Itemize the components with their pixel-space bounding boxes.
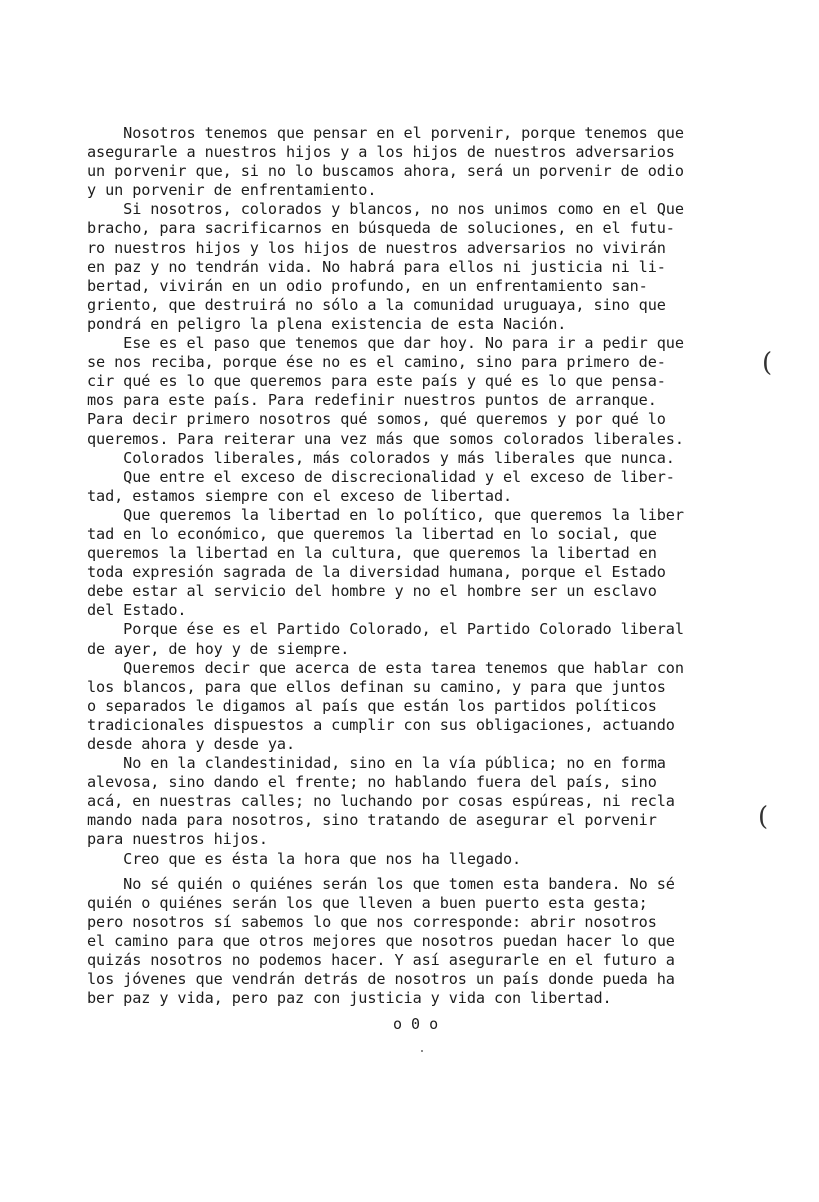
text-line: cir qué es lo que queremos para este país y qué es lo que pensa- xyxy=(87,372,666,391)
text-line: los blancos, para que ellos definan su camino, y para que juntos xyxy=(87,677,666,696)
text-line: pondrá en peligro la plena existencia de esta Nación. xyxy=(87,314,567,333)
document-body xyxy=(87,124,777,1008)
text-line: y un porvenir de enfrentamiento. xyxy=(87,181,377,200)
text-line: ro nuestros hijos y los hijos de nuestros adversarios no vivirán xyxy=(87,238,666,257)
ink-dot xyxy=(421,1050,423,1052)
text-line: asegurarle a nuestros hijos y a los hijos de nuestros adversarios xyxy=(87,143,675,162)
text-line: Ese es el paso que tenemos que dar hoy. No para ir a pedir que xyxy=(87,334,684,353)
text-line: bracho, para sacrificarnos en búsqueda de soluciones, en el futu- xyxy=(87,219,675,238)
text-line: Que queremos la libertad en lo político, que queremos la liber xyxy=(87,505,684,524)
text-line: Queremos decir que acerca de esta tarea tenemos que hablar con xyxy=(87,658,684,677)
text-line: pero nosotros sí sabemos lo que nos corresponde: abrir nosotros xyxy=(87,912,657,931)
text-line: del Estado. xyxy=(87,601,187,620)
text-line: de ayer, de hoy y de siempre. xyxy=(87,639,350,658)
text-line: toda expresión sagrada de la diversidad humana, porque el Estado xyxy=(87,563,666,582)
text-line: ber paz y vida, pero paz con justicia y vida con libertad. xyxy=(87,989,612,1008)
text-line: quién o quiénes serán los que lleven a buen puerto esta gesta; xyxy=(87,893,648,912)
text-line: Que entre el exceso de discrecionalidad y el exceso de liber- xyxy=(87,467,675,486)
text-line: tad en lo económico, que queremos la libertad en lo social, que xyxy=(87,524,657,543)
text-line: mando nada para nosotros, sino tratando de asegurar el porvenir xyxy=(87,811,657,830)
text-line: Nosotros tenemos que pensar en el porvenir, porque tenemos que xyxy=(87,124,684,142)
text-line: o separados le digamos al país que están los partidos políticos xyxy=(87,696,657,715)
text-line: un porvenir que, si no lo buscamos ahora, será un porvenir de odio xyxy=(87,162,684,181)
margin-parenthesis-mark: ( xyxy=(758,802,769,832)
text-line: Creo que es ésta la hora que nos ha llegado. xyxy=(87,849,522,868)
text-line: queremos. Para reiterar una vez más que somos colorados liberales. xyxy=(87,429,684,448)
text-line: se nos reciba, porque ése no es el camino, sino para primero de- xyxy=(87,353,666,372)
text-line: debe estar al servicio del hombre y no el hombre ser un esclavo xyxy=(87,582,657,601)
text-line: el camino para que otros mejores que nosotros puedan hacer lo que xyxy=(87,931,675,950)
text-line: Porque ése es el Partido Colorado, el Partido Colorado liberal xyxy=(87,620,684,639)
text-line: tad, estamos siempre con el exceso de libertad. xyxy=(87,486,513,505)
text-line: para nuestros hijos. xyxy=(87,830,268,849)
text-line: desde ahora y desde ya. xyxy=(87,735,296,753)
text-line: Para decir primero nosotros qué somos, qué queremos y por qué lo xyxy=(87,410,666,429)
text-line: los jóvenes que vendrán detrás de nosotros un país donde pueda ha xyxy=(87,970,675,989)
text-line: bertad, vivirán en un odio profundo, en un enfrentamiento san- xyxy=(87,276,648,295)
text-line: Colorados liberales, más colorados y más liberales que nunca. xyxy=(87,448,675,467)
text-line: tradicionales dispuestos a cumplir con sus obligaciones, actuando xyxy=(87,715,675,734)
text-line: queremos la libertad en la cultura, que queremos la libertad en xyxy=(87,544,657,563)
text-line: No sé quién o quiénes serán los que tomen esta bandera. No sé xyxy=(87,874,675,893)
text-line: No en la clandestinidad, sino en la vía pública; no en forma xyxy=(87,754,666,773)
closing-mark: o 0 o xyxy=(393,1015,439,1033)
text-line: griento, que destruirá no sólo a la comunidad uruguaya, sino que xyxy=(87,295,666,314)
text-line: mos para este país. Para redefinir nuestros puntos de arranque. xyxy=(87,391,657,410)
text-line: Si nosotros, colorados y blancos, no nos unimos como en el Que xyxy=(87,200,684,219)
text-line: acá, en nuestras calles; no luchando por cosas espúreas, ni recla xyxy=(87,792,675,811)
text-line: en paz y no tendrán vida. No habrá para ellos ni justicia ni li- xyxy=(87,257,666,276)
text-line: alevosa, sino dando el frente; no hablando fuera del país, sino xyxy=(87,773,657,792)
margin-parenthesis-mark: ( xyxy=(762,348,773,378)
text-line: quizás nosotros no podemos hacer. Y así asegurarle en el futuro a xyxy=(87,951,675,970)
